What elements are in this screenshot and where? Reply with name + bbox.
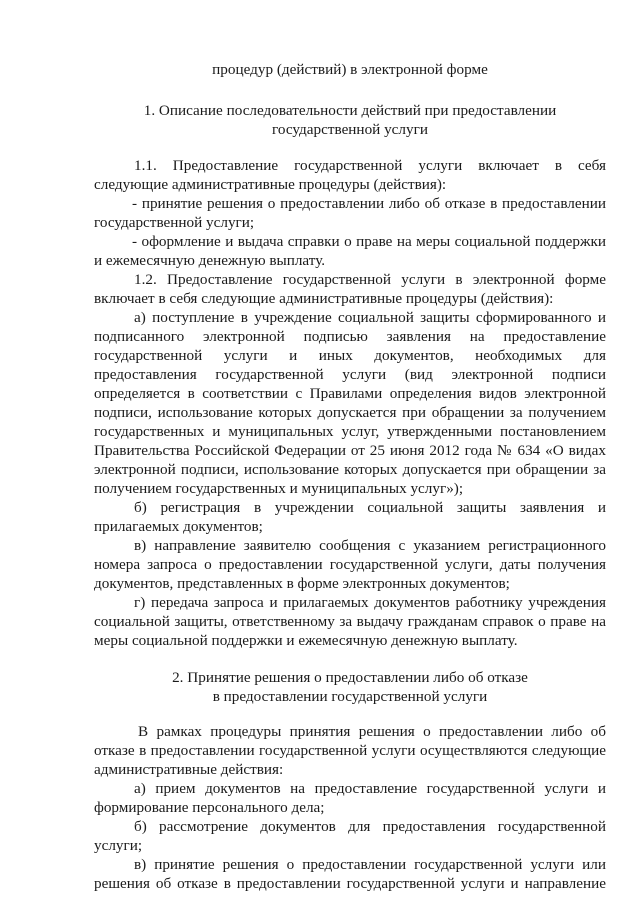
paragraph-line: государственной услуги и иных документов, необходимых для (94, 347, 606, 364)
section2-title-line2: в предоставлении государственной услуги (212, 688, 488, 705)
paragraph-line: административные действия: (94, 761, 284, 778)
paragraph-line: В рамках процедуры принятия решения о предоставлении либо об (138, 723, 606, 740)
paragraph-line: а) прием документов на предоставление государственной услуги и (134, 780, 606, 797)
paragraph-line: 1.1. Предоставление государственной услуги включает в себя (134, 157, 606, 174)
section1-title-line2: государственной услуги (272, 121, 428, 138)
paragraph-line: определяется в соответствии с Правилами определения видов электронной (94, 385, 606, 402)
paragraph-line: прилагаемых документов; (94, 518, 263, 535)
paragraph-line: документов, представленных в форме электронных документов; (94, 575, 510, 592)
paragraph-line: получением государственных и муниципальных услуг»); (94, 480, 464, 497)
paragraph-line: следующие административные процедуры (действия): (94, 176, 447, 193)
paragraph-line: социальной защиты, ответственному за выдачу гражданам справок о праве на (94, 613, 606, 630)
paragraph-line: г) передача запроса и прилагаемых документов работнику учреждения (134, 594, 606, 611)
paragraph-line: государственной услуги; (94, 214, 255, 231)
paragraph-line: подписанного электронной подписью заявления на предоставление (94, 328, 606, 345)
section2-title-line1: 2. Принятие решения о предоставлении либо об отказе (172, 669, 528, 686)
paragraph-line: в) принятие решения о предоставлении государственной услуги или (134, 856, 606, 873)
paragraph-line: решения об отказе в предоставлении государственной услуги и направление (94, 875, 606, 892)
section1-title-line1: 1. Описание последовательности действий при предоставлении (143, 102, 557, 119)
paragraph-line: Правительства Российской Федерации от 25 июня 2012 года № 634 «О видах (94, 442, 606, 459)
paragraph-line: предоставления государственной услуги (вид электронной подписи (94, 366, 606, 383)
paragraph-line: подписи, использование которых допускается при обращении за получением (94, 404, 606, 421)
paragraph-line: государственных и муниципальных услуг, утвержденными постановлением (94, 423, 606, 440)
paragraph-line: б) рассмотрение документов для предоставления государственной (134, 818, 606, 835)
paragraph-line: - принятие решения о предоставлении либо об отказе в предоставлении (132, 195, 606, 212)
paragraph-line: формирование персонального дела; (94, 799, 325, 816)
paragraph-line: услуги; (94, 837, 143, 854)
paragraph-line: номера запроса о предоставлении государственной услуги, даты получения (94, 556, 606, 573)
paragraph-line: и ежемесячную денежную выплату. (94, 252, 326, 269)
paragraph-line: включает в себя следующие административные процедуры (действия): (94, 290, 554, 307)
paragraph-line: электронной подписи, использование которых допускается при обращении за (94, 461, 606, 478)
paragraph-line: б) регистрация в учреждении социальной защиты заявления и (134, 499, 606, 516)
paragraph-line: - оформление и выдача справки о праве на меры социальной поддержки (132, 233, 606, 250)
header-continuation: процедур (действий) в электронной форме (212, 61, 488, 78)
paragraph-line: 1.2. Предоставление государственной услуги в электронной форме (134, 271, 606, 288)
paragraph-line: меры социальной поддержки и ежемесячную денежную выплату. (94, 632, 518, 649)
paragraph-line: в) направление заявителю сообщения с указанием регистрационного (134, 537, 606, 554)
paragraph-line: а) поступление в учреждение социальной защиты сформированного и (134, 309, 606, 326)
paragraph-line: отказе в предоставлении государственной услуги осуществляются следующие (94, 742, 606, 759)
